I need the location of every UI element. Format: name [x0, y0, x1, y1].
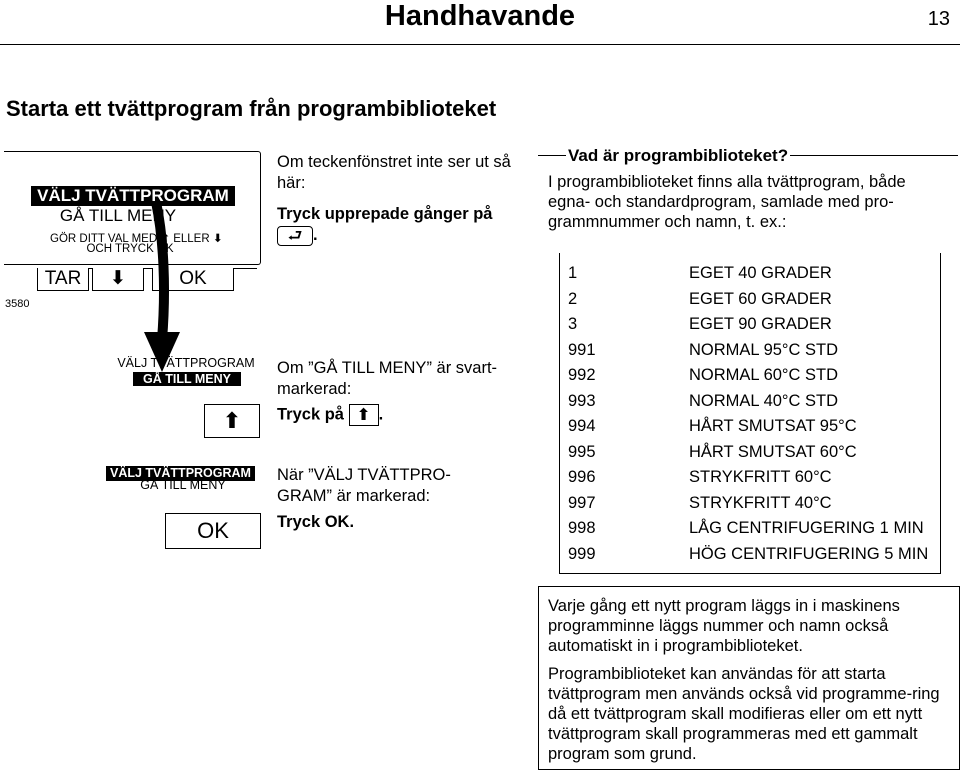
- return-icon: ⮐: [277, 226, 313, 246]
- page-number: 13: [927, 8, 950, 30]
- note-paragraph-2: Programbiblioteket kan användas för att starta tvättprogram men används också vid programme-ring då ett tvättprogram skall modifieras eller om ett nytt tvättprogram skall programmeras med ett gammalt program som grund.: [548, 665, 940, 763]
- program-name: EGET 40 GRADER: [689, 264, 832, 282]
- step1-action-text: Tryck upprepade gånger på: [277, 205, 493, 223]
- tar-button-label: TAR: [44, 268, 82, 289]
- down-arrow-icon: ⬇: [212, 233, 223, 245]
- library-text: I programbiblioteket finns alla tvättprogram, både egna- och standardprogram, samlade med pro-grammnummer och namn, t. ex.:: [548, 173, 906, 231]
- header-divider: [0, 44, 960, 45]
- display-mid-line2: GÅ TILL MENY: [133, 372, 241, 386]
- table-row: [568, 468, 948, 493]
- program-number: 996: [568, 468, 596, 486]
- program-number: 994: [568, 417, 596, 435]
- section-title: Starta ett tvättprogram från programbiblioteket: [6, 96, 497, 121]
- library-heading: Vad är programbiblioteket?: [568, 146, 789, 165]
- up-button[interactable]: [204, 404, 260, 438]
- table-row: [568, 494, 948, 519]
- program-name: HÅRT SMUTSAT 60°C: [689, 442, 857, 461]
- step1-end: .: [313, 226, 318, 244]
- program-number: 998: [568, 519, 596, 537]
- up-arrow-icon: ⬆: [222, 408, 242, 433]
- tar-button[interactable]: [37, 268, 89, 291]
- table-row: [568, 290, 948, 315]
- program-name: STRYKFRITT 60°C: [689, 468, 832, 486]
- display-top-line2: GÅ TILL MENY: [59, 206, 177, 225]
- display-top-line3b: ELLER: [173, 233, 210, 245]
- program-number: 3: [568, 315, 578, 333]
- ok-button-label: OK: [197, 518, 229, 543]
- table-row: [568, 264, 948, 289]
- step2-action-text: Tryck på: [277, 405, 344, 424]
- up-arrow-icon: ⬆: [349, 404, 379, 426]
- program-name: STRYKFRITT 40°C: [689, 493, 832, 512]
- program-name: HÅRT SMUTSAT 95°C: [689, 417, 857, 435]
- table-row: [568, 392, 948, 417]
- table-row: [568, 519, 948, 544]
- instruction-step2: Om ”GÅ TILL MENY” är svart-markerad:: [277, 359, 498, 398]
- program-number: 999: [568, 544, 596, 563]
- table-row: [568, 341, 948, 366]
- program-number: 995: [568, 442, 596, 461]
- display-top-line4: OCH TRYCK OK: [86, 243, 174, 255]
- big-pointer-arrow-icon: [130, 200, 190, 380]
- table-row: [568, 366, 948, 391]
- program-number: 992: [568, 366, 596, 384]
- ok-button-top-label: OK: [179, 268, 207, 289]
- figure-number: 3580: [5, 298, 30, 310]
- program-number: 991: [568, 340, 596, 359]
- program-name: NORMAL 40°C STD: [689, 391, 839, 410]
- instruction-step3: När ”VÄLJ TVÄTTPRO-GRAM” är markerad:: [277, 466, 451, 505]
- display-top-line3a: GÖR DITT VAL MED: [50, 233, 158, 245]
- table-row: [568, 315, 948, 340]
- program-name: LÅG CENTRIFUGERING 1 MIN: [689, 519, 924, 537]
- table-row: [568, 545, 948, 570]
- ok-button[interactable]: [165, 513, 261, 549]
- table-row: [568, 417, 948, 442]
- instruction-step1-action: [277, 204, 527, 246]
- program-number: 2: [568, 289, 578, 308]
- instruction-step2-action: [277, 404, 477, 426]
- display-bottom-line2: GÅ TILL MENY: [140, 478, 226, 492]
- instruction-step3-action: Tryck OK.: [277, 513, 355, 531]
- program-number: 1: [568, 264, 578, 282]
- program-name: EGET 90 GRADER: [689, 315, 832, 333]
- program-name: HÖG CENTRIFUGERING 5 MIN: [689, 544, 929, 563]
- program-number: 993: [568, 391, 596, 410]
- display-bottom-line1: VÄLJ TVÄTTPROGRAM: [106, 466, 255, 481]
- display-mid-line2-wrap: [128, 370, 246, 388]
- instruction-step1: Om teckenfönstret inte ser ut så här:: [277, 153, 511, 192]
- table-row: [568, 443, 948, 468]
- display-mid-line1: VÄLJ TVÄTTPROGRAM: [117, 356, 255, 370]
- program-name: NORMAL 60°C STD: [689, 366, 839, 384]
- down-arrow-icon: ⬇: [110, 268, 126, 289]
- up-arrow-icon: ⬆: [160, 233, 170, 245]
- note-paragraph-1: Varje gång ett nytt program läggs in i maskinens programminne läggs nummer och namn också automatiskt in i programbiblioteket.: [548, 597, 900, 655]
- display-top-line1: VÄLJ TVÄTTPROGRAM: [31, 186, 235, 206]
- step2-end: .: [378, 405, 384, 424]
- page-header-title: Handhavande: [384, 0, 576, 32]
- note-text: [548, 596, 950, 772]
- program-number: 997: [568, 493, 596, 512]
- program-name: NORMAL 95°C STD: [689, 340, 839, 359]
- program-name: EGET 60 GRADER: [689, 289, 832, 308]
